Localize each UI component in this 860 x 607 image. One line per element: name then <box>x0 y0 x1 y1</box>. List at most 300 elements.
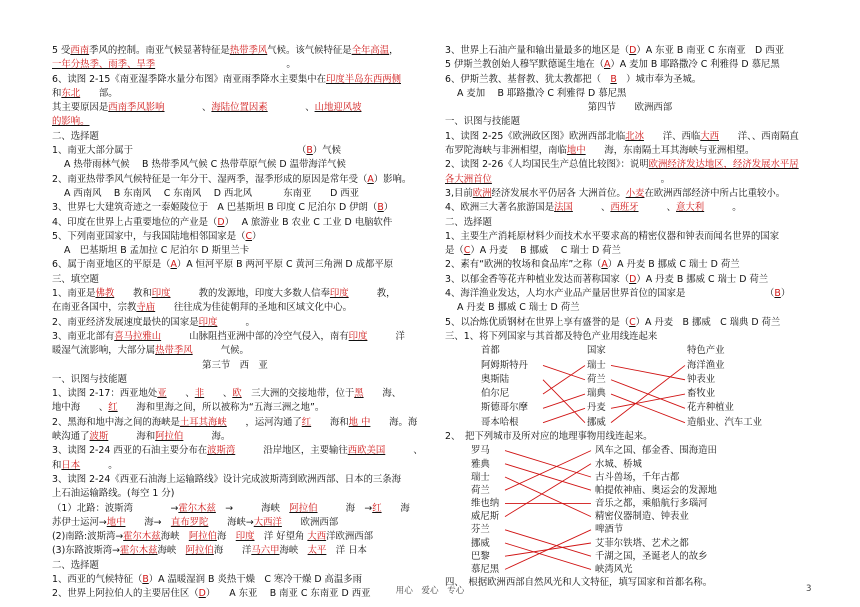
answer-text: 阿拉伯 <box>185 545 214 557</box>
question-text: 6、伊斯兰教、基督教、犹太教都把（ <box>445 73 611 85</box>
question-text: ） A 东亚 B 南亚 C 东南亚 D 西亚 <box>205 588 371 600</box>
question-text: (2)南路:波斯湾→ <box>52 531 124 543</box>
answer-text: 大西 <box>307 531 327 543</box>
left-line <box>52 359 418 373</box>
answer-text: 的影响。 <box>52 116 90 128</box>
country-name: 荷兰 <box>587 373 606 385</box>
feature-text: 艾菲尔铁塔、艺术之都 <box>595 537 689 549</box>
answer-text: 各大洲首位 <box>445 173 492 185</box>
header-industry: 特色产业 <box>687 345 725 357</box>
question-text: 峡沟通了 <box>52 431 90 443</box>
answer-text: 山地迎风坡 <box>314 102 362 114</box>
question-text: 其主要原因是 <box>52 102 109 114</box>
left-line <box>52 530 418 544</box>
matching-2-row <box>445 550 815 563</box>
feature-text: 古斗兽场，千年古都 <box>595 471 680 483</box>
question-text: A 西南风 B 东南风 C 东南风 D 西北风 东南亚 D 西亚 <box>64 187 360 199</box>
question-text: 海，东南隔土耳其海峡与亚洲相望。 <box>585 145 755 157</box>
question-text: A 热带雨林气候 B 热带季风气候 C 热带草原气候 D 温带海洋气候 <box>64 159 346 171</box>
question-text: 是（ <box>445 245 464 257</box>
answer-text: 喜马拉雅山 <box>114 330 162 342</box>
question-text: 三大洲的交接地带，位于 <box>241 388 355 400</box>
matching-row <box>445 401 815 415</box>
country-name: 瑞士 <box>587 359 606 371</box>
question-text: 。 <box>704 202 742 214</box>
answer-text: 阿拉伯 <box>155 431 184 443</box>
question-text: ）A 东亚 B 南亚 C 东南亚 D 西亚 <box>636 45 784 56</box>
city-name: 瑞士 <box>471 471 490 483</box>
right-column <box>445 44 815 590</box>
question-text: 海和里海之间，所以被称为“五海三洲之地”。 <box>117 402 325 414</box>
matching-2-row <box>445 484 815 497</box>
answer-text: 土耳其海峡 <box>179 416 227 428</box>
answer-text: A <box>601 259 608 271</box>
matching-header-row <box>445 344 815 358</box>
industry-name: 钟表业 <box>687 373 716 385</box>
question-text: 海峡 <box>157 545 186 557</box>
left-line <box>52 130 418 144</box>
right_top-line <box>445 273 815 287</box>
answer-text: D <box>629 45 637 56</box>
answer-text: 印度 <box>198 316 218 328</box>
question-text: 。 <box>80 459 118 471</box>
question-text: 二、选择题 <box>445 216 492 228</box>
matching-2-row <box>445 471 815 484</box>
question-text: 沿岸地区，主要输往 <box>235 445 348 457</box>
question-text: 一、识图与技能题 <box>445 116 521 128</box>
page-footer: 用心 爱心 专心 <box>395 586 465 596</box>
question-text: （1）北路：波斯湾 → <box>52 502 179 514</box>
question-text: 1、读图 2-25《欧洲政区图》欧洲西部北临 <box>445 130 626 142</box>
capital-name: 哥本哈根 <box>481 416 519 428</box>
answer-text: 西欧美国 <box>347 445 386 457</box>
matching-row <box>445 359 815 373</box>
capital-name: 斯德哥尔摩 <box>481 402 528 414</box>
answer-text: 热带季风 <box>229 45 268 56</box>
left-line <box>52 344 418 358</box>
city-name: 雅典 <box>471 458 490 470</box>
answer-text: 地中 <box>566 145 586 157</box>
left-line <box>52 73 418 87</box>
left-line <box>52 301 418 315</box>
answer-text: A <box>603 59 611 71</box>
answer-text: 阿拉伯 <box>188 531 217 543</box>
question-text: 海 <box>216 531 236 543</box>
left-line <box>52 287 418 301</box>
question-text: 、 <box>204 388 233 400</box>
question-text: 。 <box>217 316 255 328</box>
capital-name: 奥斯陆 <box>481 373 510 385</box>
question-text: 经济发展水平仍居各 大洲首位。 <box>491 187 626 199</box>
right_top-line <box>445 316 815 330</box>
right_top-line <box>445 301 815 315</box>
answer-text: B <box>142 573 149 585</box>
question-text: 2、素有“欧洲的牧场和食品库”之称（ <box>445 259 602 271</box>
left-line <box>52 330 418 344</box>
answer-text: 印度 <box>235 531 255 543</box>
question-text: 1、读图 2-17：西亚地处 <box>52 388 158 400</box>
answer-text: 一年分热季、雨季、旱季 <box>52 59 156 71</box>
left-line <box>52 173 418 187</box>
question-text: ）A 丹麦 B 挪威 C 瑞士 D 荷兰 <box>607 259 740 271</box>
left-line <box>52 101 418 115</box>
question-text: 海和 <box>311 416 349 428</box>
left-line <box>52 444 423 458</box>
header-country: 国家 <box>587 345 606 357</box>
answer-text: B <box>610 73 617 85</box>
answer-text: B <box>774 288 781 300</box>
right_top-line <box>445 73 815 87</box>
answer-text: 北冰 <box>625 130 644 142</box>
answer-text: 日本 <box>61 459 81 471</box>
answer-text: 西班牙 <box>610 202 639 214</box>
question-text: 3、以郁金香等花卉种植业发达而著称国家（ <box>445 273 630 285</box>
question-text: 洋、、西南隔直 <box>719 130 799 142</box>
left-line <box>52 373 418 387</box>
left-line <box>52 158 418 172</box>
left-line <box>52 216 418 230</box>
answer-text: A <box>367 173 374 185</box>
question-text: 气候。该气候特征是 <box>267 45 352 56</box>
question-text: ）A 温暖湿润 B 炎热干燥 C 寒冷干燥 D 高温多雨 <box>148 573 363 585</box>
question-text: 海和 <box>108 431 156 443</box>
question-text: 二、选择题 <box>52 559 99 571</box>
question-text: 洋 好望角 <box>254 531 308 543</box>
left-line <box>52 316 418 330</box>
answer-text: 大西洋 <box>253 516 282 528</box>
answer-text: 非 <box>194 388 205 400</box>
answer-text: 东北 <box>61 87 81 99</box>
question-text: 2、黑海和地中海之间的海峡是 <box>52 416 180 428</box>
answer-text: A <box>170 259 177 271</box>
answer-text: 红 <box>372 502 382 514</box>
answer-text: 印度半岛东西两侧 <box>325 73 401 85</box>
city-name: 威尼斯 <box>471 511 500 523</box>
question-text: 海峡→ <box>208 516 254 528</box>
question-text: 、 <box>267 102 315 114</box>
industry-name: 造船业、汽车工业 <box>687 416 763 428</box>
matching-2-row <box>445 497 815 510</box>
question-text: 2、南亚经济发展速度最快的国家是 <box>52 316 199 328</box>
right_top-line <box>445 87 815 101</box>
left-line <box>52 401 418 415</box>
question-text: 第三节 西 亚 <box>202 359 268 371</box>
question-text: 上石油运输路线。(每空 1 分) <box>52 488 175 500</box>
right_top-line <box>445 115 815 129</box>
question-text: 1、南亚是 <box>52 288 96 300</box>
left-line <box>52 559 418 573</box>
answer-text: 印度 <box>151 288 171 300</box>
question-text: (3)东路波斯湾→ <box>52 545 121 557</box>
answer-text: 大西 <box>700 130 720 142</box>
answer-text: 霍尔木兹 <box>123 531 161 543</box>
answer-text: B <box>306 145 313 157</box>
right_top-line <box>445 144 815 158</box>
feature-text: 水城、桥城 <box>595 458 642 470</box>
question-text: 暖湿气流影响，大部分属 <box>52 345 156 357</box>
answer-text: 黑 <box>354 388 364 400</box>
right_top-line <box>445 244 815 258</box>
question-text: ， <box>389 45 399 56</box>
country-name: 挪威 <box>587 416 606 428</box>
right_top-line <box>445 173 815 187</box>
question-text: 、 <box>166 388 195 400</box>
right_top-line <box>445 58 815 72</box>
question-text: 5、下列南亚国家中，与我国陆地相邻国家是（ <box>52 230 246 242</box>
answer-text: 红 <box>108 402 118 414</box>
question-text: 洋 <box>367 330 405 342</box>
answer-text: 意大利 <box>676 202 705 214</box>
left-line <box>52 273 418 287</box>
question-text: 教的发源地，印度大多数人信奉 <box>170 288 330 300</box>
question-text: 、 <box>572 202 611 214</box>
question-text: 部。 <box>80 87 118 99</box>
answer-text: C <box>463 245 471 257</box>
answer-text: 热带季风 <box>155 345 193 357</box>
right_top-line <box>445 130 815 144</box>
question-text: 、 <box>638 202 677 214</box>
question-text: 4、印度在世界上占重要地位的产业是（ <box>52 216 218 228</box>
question-text: ） <box>252 230 262 242</box>
question-text: 海 洋 <box>213 545 252 557</box>
industry-name: 畜牧业 <box>687 388 716 400</box>
question-text: 苏伊士运河→ <box>52 516 107 528</box>
matching-2-row <box>445 458 815 471</box>
answer-text: 直布罗陀 <box>170 516 209 528</box>
feature-text: 千湖之国，圣诞老人的故乡 <box>595 550 708 562</box>
question-text: ） <box>780 288 791 300</box>
answer-text: 欧 <box>232 388 242 400</box>
city-name: 罗马 <box>471 445 490 457</box>
question-text: 。 <box>491 173 671 185</box>
answer-text: 法国 <box>554 202 573 214</box>
question-text: ）A 麦加 B 耶路撒冷 C 利雅得 D 慕尼黑 <box>610 59 780 71</box>
matching-row <box>445 416 815 430</box>
matching-2-row <box>445 523 815 536</box>
header-capital: 首都 <box>481 345 500 357</box>
question-text: 在欧洲西部经济中所占比重较小。 <box>644 187 786 199</box>
question-text: ）A 丹麦 B 挪威 C 瑞士 D 荷兰 <box>636 273 769 285</box>
left-line <box>52 115 418 129</box>
matching-row <box>445 387 815 401</box>
question-text: 海。 <box>183 431 231 443</box>
question-text: 气候。 <box>192 345 249 357</box>
answer-text: 亚 <box>157 388 167 400</box>
question-text: 三、1、将下列国家与其首都及特色产业用线连起来 <box>445 330 658 342</box>
answer-text: 印度 <box>329 288 349 300</box>
question-text: 二、选择题 <box>52 130 99 142</box>
question-text: 一、识图与技能题 <box>52 373 128 385</box>
right_top-line <box>445 287 815 301</box>
question-text: ） <box>383 202 394 214</box>
city-name: 芬兰 <box>471 524 490 536</box>
question-text: 3、南亚北部有 <box>52 330 115 342</box>
page-number: 3 <box>806 584 812 594</box>
question-text: 山脉阻挡亚洲中部的冷空气侵入，南有 <box>161 330 349 342</box>
question-text: 5 受 <box>52 45 71 56</box>
right_top-line <box>445 330 815 344</box>
question-text: → 海峡 <box>215 502 290 514</box>
question-text: ）影响。 <box>373 173 412 185</box>
left-line <box>52 544 418 558</box>
question-text: 海峡 <box>160 531 189 543</box>
answer-text: 阿拉伯 <box>289 502 318 514</box>
right_top-line <box>445 187 815 201</box>
matching-2-row <box>445 444 815 457</box>
left-column <box>52 44 423 602</box>
answer-text: 霍尔木兹 <box>178 502 216 514</box>
answer-text: 寺庙 <box>136 302 156 314</box>
left-line <box>52 144 418 158</box>
question-text: 海、 <box>363 388 402 400</box>
question-text: 1、南亚大部分属于 （ <box>52 145 307 157</box>
question-text: 5 伊斯兰教创始人穆罕默德诞生地在（ <box>445 59 604 71</box>
left-line <box>52 516 418 530</box>
question-text: 3、读图 2-24《西亚石油海上运输路线》设计完成波斯湾到欧洲西部、日本的三条海 <box>52 473 401 485</box>
question-text: ）A 丹麦 B 挪威 C 瑞典 D 荷兰 <box>635 316 781 328</box>
answer-text: D <box>217 216 225 228</box>
question-text: 1、西亚的气候特征（ <box>52 573 143 585</box>
answer-text: 佛教 <box>95 288 115 300</box>
feature-text: 风车之国、郁金香、围海造田 <box>595 445 717 457</box>
matching-2-title: 2、 把下列城市及所对应的地理事物用线连起来。 <box>445 431 653 443</box>
answer-text: 波斯湾 <box>207 445 236 457</box>
answer-text: 西南季风影响 <box>108 102 165 114</box>
country-name: 丹麦 <box>587 402 606 414</box>
left-line <box>52 44 418 58</box>
feature-text: 峡湾风光 <box>595 564 633 575</box>
left-line <box>52 387 418 401</box>
capital-name: 伯尔尼 <box>481 388 510 400</box>
answer-text: 海陆位置因素 <box>211 102 268 114</box>
matching-exercise-1 <box>445 344 815 430</box>
city-name: 巴黎 <box>471 550 490 562</box>
left-line <box>52 430 418 444</box>
question-text: 、 <box>385 445 423 457</box>
question-text: 5、以冶炼优质钢材在世界上享有盛誉的是（ <box>445 316 630 328</box>
question-text: ，运河沟通了 <box>226 416 302 428</box>
industry-name: 海洋渔业 <box>687 359 725 371</box>
question-text: 欧洲西部 <box>281 516 339 528</box>
answer-text: D <box>629 273 637 285</box>
question-text: 教和 <box>114 288 152 300</box>
question-text: 和 <box>52 87 62 99</box>
question-text: 2、读图 2-26《人均国民生产总值比较图》：说明 <box>445 159 649 171</box>
answer-text: 地 中 <box>348 416 371 428</box>
left-line <box>52 187 418 201</box>
question-text: 、 <box>164 102 212 114</box>
answer-text: 西南 <box>70 45 90 56</box>
right_top-line <box>445 230 815 244</box>
question-text: 。 <box>155 59 296 71</box>
answer-text: 印度 <box>348 330 368 342</box>
answer-text: 马六甲 <box>251 545 280 557</box>
answer-text: 地中 <box>106 516 126 528</box>
right_top-line <box>445 158 815 172</box>
question-text: 2、世界上阿拉伯人的主要居住区（ <box>52 588 199 600</box>
left-line <box>52 58 418 72</box>
city-name: 挪威 <box>471 537 490 549</box>
question-text: 3、世界上石油产量和输出量最多的地区是（ <box>445 45 630 56</box>
question-text: ）城市奉为圣城。 <box>616 73 702 85</box>
question-text: 6、读图 2-15《南亚湿季降水量分布图》南亚雨季降水主要集中在 <box>52 73 326 85</box>
matching-2-row <box>445 510 815 523</box>
question-text: 海→ <box>125 516 171 528</box>
question-text: 海。海 <box>370 416 418 428</box>
right_top-line <box>445 101 815 115</box>
right_top-line <box>445 201 815 215</box>
answer-text: C <box>629 316 636 328</box>
question-text: A 麦加 B 耶路撒冷 C 利雅得 D 慕尼黑 <box>457 87 627 99</box>
question-text: ）A 恒河平原 B 两河平原 C 黄河三角洲 D 成都平原 <box>176 259 394 271</box>
feature-text: 音乐之都，乘船航行多瑙河 <box>595 498 708 510</box>
question-text: 洋、西临 <box>644 130 701 142</box>
left-line <box>52 258 418 272</box>
question-text: ）气候 <box>312 145 341 157</box>
question-text: 第四节 欧洲西部 <box>587 102 673 114</box>
question-text: A 巴基斯坦 B 孟加拉 C 尼泊尔 D 斯里兰卡 <box>64 245 250 257</box>
matching-exercise-2 <box>445 444 815 576</box>
left-line <box>52 502 418 516</box>
answer-text: 红 <box>301 416 312 428</box>
question-text: 海 → <box>317 502 373 514</box>
industry-name: 花卉种植业 <box>687 402 734 414</box>
city-name: 慕尼黑 <box>471 564 500 575</box>
question-text: 教， <box>348 288 396 300</box>
question-text: 地中海 、 <box>52 402 109 414</box>
right_top-line <box>445 44 815 58</box>
left-line <box>52 416 418 430</box>
answer-text: 小麦 <box>625 187 645 199</box>
feature-text: 精密仪器制造、钟表业 <box>595 511 689 523</box>
matching-2-row <box>445 563 815 576</box>
answer-text: C <box>245 230 253 242</box>
matching-row <box>445 373 815 387</box>
capital-name: 阿姆斯特丹 <box>481 359 528 371</box>
question-text: 在南亚各国中，宗教 <box>52 302 137 314</box>
section-four-heading: 四、 根据欧洲西部自然风光和人文特征，填写国家和首都名称。 <box>445 577 713 589</box>
question-text: 3,目前 <box>445 187 473 199</box>
question-text: 4、海洋渔业发达，人均水产业品产量居世界首位的国家是 （ <box>445 288 775 300</box>
question-text: 洋 日本 <box>326 545 367 557</box>
question-text: 海峡 <box>279 545 308 557</box>
question-text: 4、欧洲三大著名旅游国是 <box>445 202 555 214</box>
answer-text: 波斯 <box>89 431 109 443</box>
answer-text: D <box>198 588 206 600</box>
answer-text: 全年高温 <box>351 45 390 56</box>
answer-text: 霍尔木兹 <box>120 545 158 557</box>
question-text: 海 <box>381 502 410 514</box>
left-line <box>52 244 418 258</box>
question-text: 3、读图 2-24 西亚的石油主要分布在 <box>52 445 208 457</box>
question-text: 6、属于南亚地区的平原是（ <box>52 259 171 271</box>
country-name: 瑞典 <box>587 388 606 400</box>
feature-text: 帕提侬神庙、奥运会的发源地 <box>595 484 717 496</box>
city-name: 荷兰 <box>471 484 490 496</box>
left-line <box>52 459 418 473</box>
matching-2-row <box>445 537 815 550</box>
answer-text: 太平 <box>307 545 327 557</box>
question-text: 1、主要生产消耗原材料少而技术水平要求高的精密仪器和钟表而闻名世界的国家 <box>445 230 780 242</box>
question-text: 三、填空题 <box>52 273 99 285</box>
left-line <box>52 230 418 244</box>
question-text: 往往成为佳徒朝拜的圣地和区域文化中心。 <box>155 302 353 314</box>
city-name: 维也纳 <box>471 498 500 510</box>
right_top-line <box>445 216 815 230</box>
question-text: 洋欧洲西部 <box>326 531 373 543</box>
question-text: ）A 丹麦 B 挪威 C 瑞士 D 荷兰 <box>470 245 621 257</box>
answer-text: B <box>377 202 384 214</box>
